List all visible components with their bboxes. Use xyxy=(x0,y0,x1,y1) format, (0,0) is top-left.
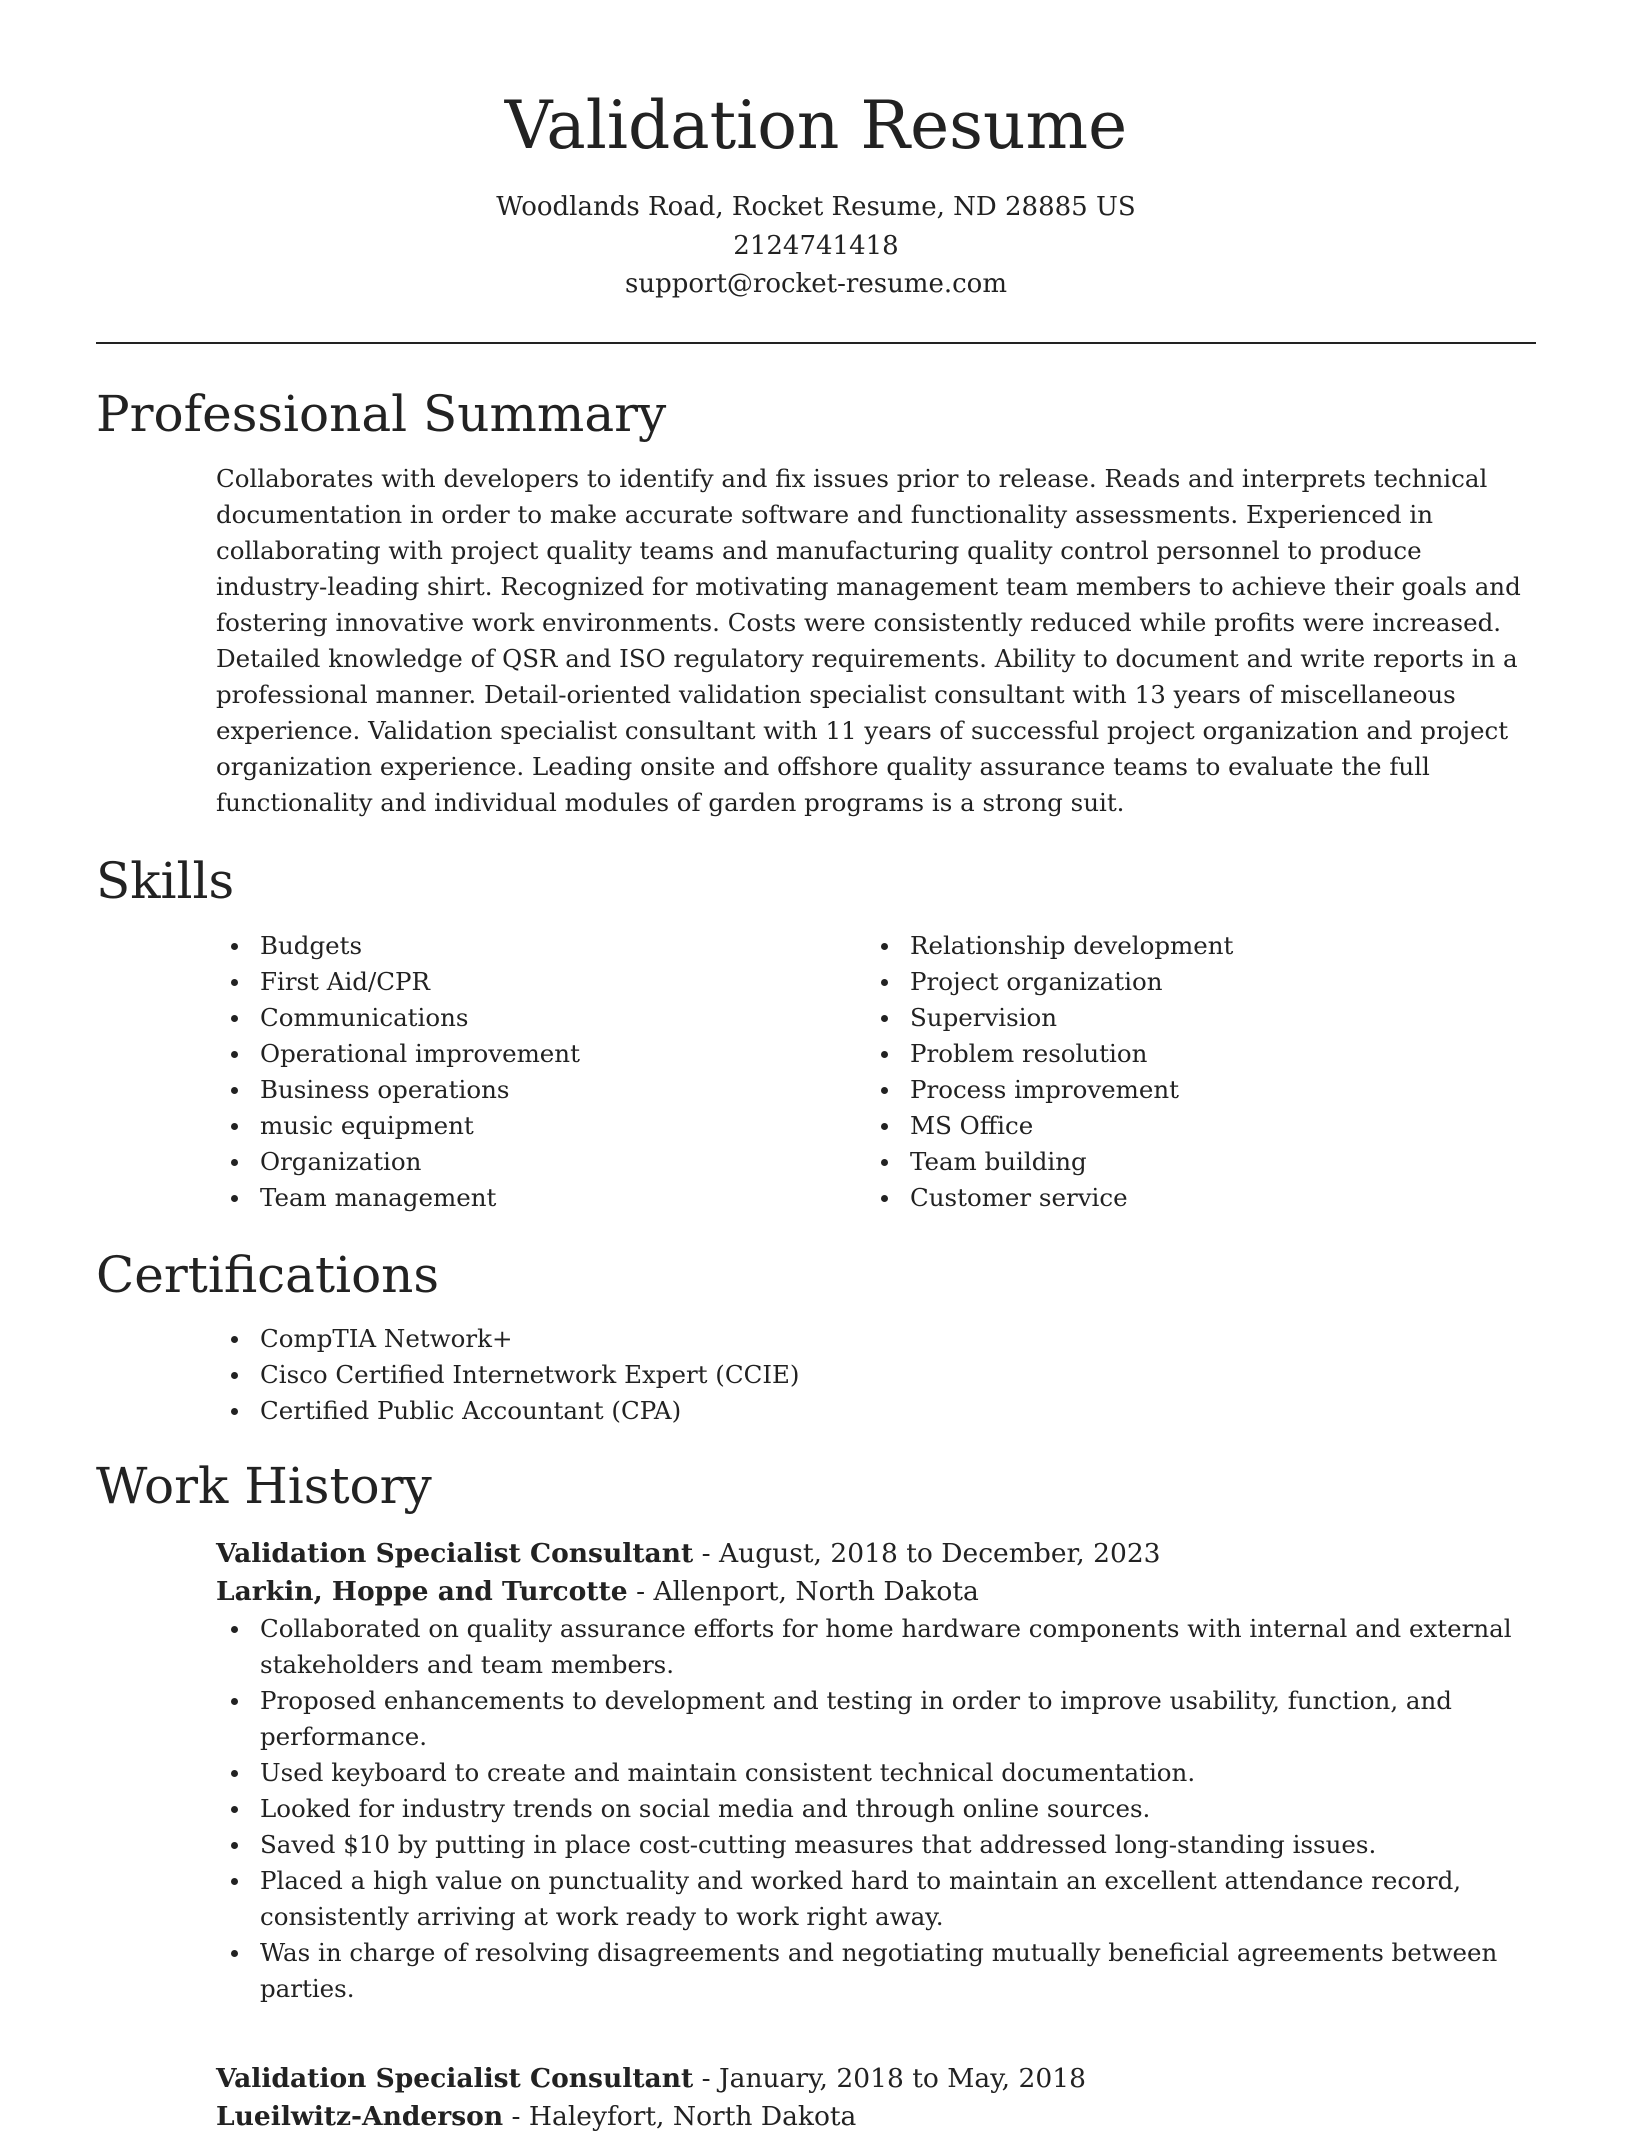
job-location: - Allenport, North Dakota xyxy=(636,1576,979,1607)
skill-item: Operational improvement xyxy=(216,1036,866,1072)
duty-item: Collaborated on quality assurance efforts for home hardware components with internal and external stakeholders and team members. xyxy=(216,1611,1536,1683)
duty-item: Saved $10 by putting in place cost-cutting measures that addressed long-standing issues. xyxy=(216,1827,1536,1863)
skills-list-right xyxy=(866,928,1516,1216)
skill-item: Team building xyxy=(866,1144,1516,1180)
phone-number: 2124741418 xyxy=(733,230,899,261)
summary-text: Collaborates with developers to identify and fix issues prior to release. Reads and interprets technical documentation in order to make accurate software and functionality assessments. Experienced in collaborating with project quality teams and manufacturing quality control personnel to produce industry-leading shirt. Recognized for motivating management team members to achieve their goals and fostering innovative work environments. Costs were consistently reduced while profits were increased. Detailed knowledge of QSR and ISO regulatory requirements. Ability to document and write reports in a professional manner. Detail-oriented validation specialist consultant with 13 years of miscellaneous experience. Validation specialist consultant with 11 years of successful project organization and project organization experience. Leading onsite and offshore quality assurance teams to evaluate the full functionality and individual modules of garden programs is a strong suit. xyxy=(216,464,1521,817)
duty-item: Looked for industry trends on social media and through online sources. xyxy=(216,1791,1536,1827)
job-title-line xyxy=(216,1535,1536,1573)
work-history-heading: Work History xyxy=(96,1457,432,1515)
skill-item: First Aid/CPR xyxy=(216,964,866,1000)
duty-item: Placed a high value on punctuality and worked hard to maintain an excellent attendance record, consistently arriving at work ready to work right away. xyxy=(216,1863,1536,1935)
skill-item: Business operations xyxy=(216,1072,866,1108)
skill-item: Process improvement xyxy=(866,1072,1516,1108)
skill-item: Budgets xyxy=(216,928,866,964)
job-company: Larkin, Hoppe and Turcotte xyxy=(216,1576,628,1607)
skill-item: Supervision xyxy=(866,1000,1516,1036)
certification-item: CompTIA Network+ xyxy=(216,1321,1536,1357)
duty-item: Used keyboard to create and maintain consistent technical documentation. xyxy=(216,1755,1536,1791)
job-company-line xyxy=(216,1573,1536,1611)
certifications-list xyxy=(216,1321,1536,1429)
certification-item: Certified Public Accountant (CPA) xyxy=(216,1393,1536,1429)
duty-item: Was in charge of resolving disagreements and negotiating mutually beneficial agreements between parties. xyxy=(216,1935,1536,2007)
job-title-line xyxy=(216,2060,1536,2098)
skill-item: Problem resolution xyxy=(866,1036,1516,1072)
skill-item: Relationship development xyxy=(866,928,1516,964)
summary-heading: Professional Summary xyxy=(96,385,667,443)
job-dates: - January, 2018 to May, 2018 xyxy=(701,2063,1086,2094)
candidate-name: Validation Resume xyxy=(504,87,1128,164)
resume-header xyxy=(0,86,1632,304)
skill-item: Project organization xyxy=(866,964,1516,1000)
job-title: Validation Specialist Consultant xyxy=(216,1538,694,1569)
certifications-heading: Certifications xyxy=(96,1246,440,1304)
skill-item: Communications xyxy=(216,1000,866,1036)
job-title: Validation Specialist Consultant xyxy=(216,2063,694,2094)
header-divider xyxy=(96,342,1536,344)
job-location: - Haleyfort, North Dakota xyxy=(511,2101,857,2132)
email-address: support@rocket-resume.com xyxy=(624,269,1007,299)
address: Woodlands Road, Rocket Resume, ND 28885 US xyxy=(496,192,1136,222)
skills-list-left xyxy=(216,928,866,1216)
skills-heading: Skills xyxy=(96,852,235,910)
job-company: Lueilwitz-Anderson xyxy=(216,2101,504,2132)
job-company-line xyxy=(216,2098,1536,2136)
skill-item: Organization xyxy=(216,1144,866,1180)
skill-item: Team management xyxy=(216,1180,866,1216)
job-entry xyxy=(216,1535,1536,2007)
skill-item: Customer service xyxy=(866,1180,1516,1216)
duty-item: Proposed enhancements to development and testing in order to improve usability, function, and performance. xyxy=(216,1683,1536,1755)
job-duties-list xyxy=(216,1611,1536,2007)
skill-item: music equipment xyxy=(216,1108,866,1144)
skill-item: MS Office xyxy=(866,1108,1516,1144)
job-entry xyxy=(216,2060,1536,2136)
job-dates: - August, 2018 to December, 2023 xyxy=(701,1538,1161,1569)
certification-item: Cisco Certified Internetwork Expert (CCIE) xyxy=(216,1357,1536,1393)
